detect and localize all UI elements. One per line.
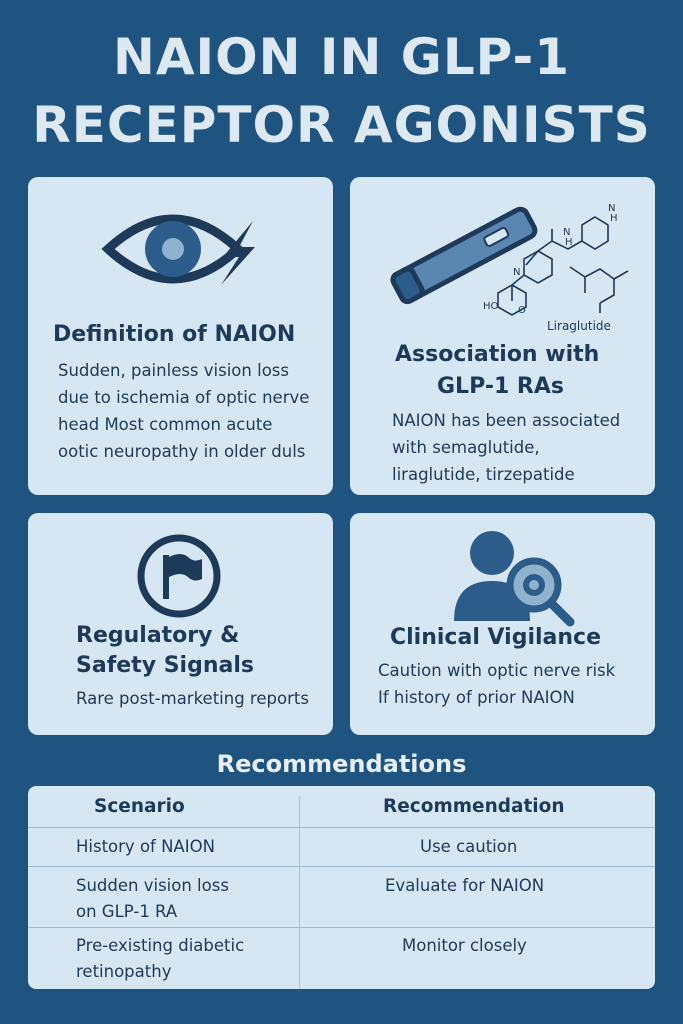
eye-lightning-icon [103, 199, 263, 299]
definition-line-4: ootic neuropathy in older duls [58, 442, 306, 461]
definition-title: Definition of NAION [53, 322, 296, 347]
association-title-line2: GLP-1 RAs [437, 374, 564, 399]
row-3-recommendation: Monitor closely [402, 936, 527, 955]
recommendations-table [28, 786, 655, 989]
header-recommendation: Recommendation [383, 796, 565, 817]
row-2-scenario-line2: on GLP-1 RA [76, 902, 178, 921]
row-3-scenario-line2: retinopathy [76, 962, 172, 981]
molecule-label: Liraglutide [547, 319, 611, 333]
molecule-atom-h2: H [565, 237, 573, 248]
molecule-atom-h1: H [610, 213, 618, 224]
page-title-line2: RECEPTOR AGONISTS [32, 96, 651, 154]
association-card [350, 177, 655, 495]
regulatory-line-1: Rare post-marketing reports [76, 689, 309, 708]
page-title-line1: NAION IN GLP-1 [113, 28, 570, 86]
header-divider [28, 827, 655, 828]
regulatory-card [28, 513, 333, 735]
recommendations-title: Recommendations [216, 750, 467, 778]
column-divider [299, 796, 300, 989]
molecule-atom-n1: N [608, 203, 616, 214]
definition-card [28, 177, 333, 495]
flag-icon [136, 533, 222, 619]
molecule-atom-n3: N [513, 267, 521, 278]
row-2-divider [28, 927, 655, 928]
vigilance-card [350, 513, 655, 735]
row-2-recommendation: Evaluate for NAION [385, 876, 545, 895]
association-line-1: NAION has been associated [392, 411, 621, 430]
vigilance-line-2: If history of prior NAION [378, 688, 575, 707]
regulatory-title-line2: Safety Signals [76, 653, 254, 678]
molecule-atom-o: O [518, 305, 526, 316]
vigilance-line-1: Caution with optic nerve risk [378, 661, 616, 680]
association-line-3: liraglutide, tirzepatide [392, 465, 575, 484]
header-scenario: Scenario [94, 796, 185, 817]
row-2-scenario-line1: Sudden vision loss [76, 876, 229, 895]
molecule-atom-ho: HO [483, 301, 499, 312]
definition-line-2: due to ischemia of optic nerve [58, 388, 310, 407]
association-title-line1: Association with [395, 342, 600, 367]
person-magnifier-icon [450, 523, 580, 623]
definition-line-3: head Most common acute [58, 415, 273, 434]
molecule-atom-n2: N [563, 227, 571, 238]
row-1-scenario: History of NAION [76, 837, 215, 856]
association-line-2: with semaglutide, [392, 438, 540, 457]
definition-line-1: Sudden, painless vision loss [58, 361, 289, 380]
vigilance-title: Clinical Vigilance [390, 625, 601, 650]
row-1-divider [28, 866, 655, 867]
regulatory-title-line1: Regulatory & [76, 623, 240, 648]
row-3-scenario-line1: Pre-existing diabetic [76, 936, 245, 955]
row-1-recommendation: Use caution [420, 837, 518, 856]
